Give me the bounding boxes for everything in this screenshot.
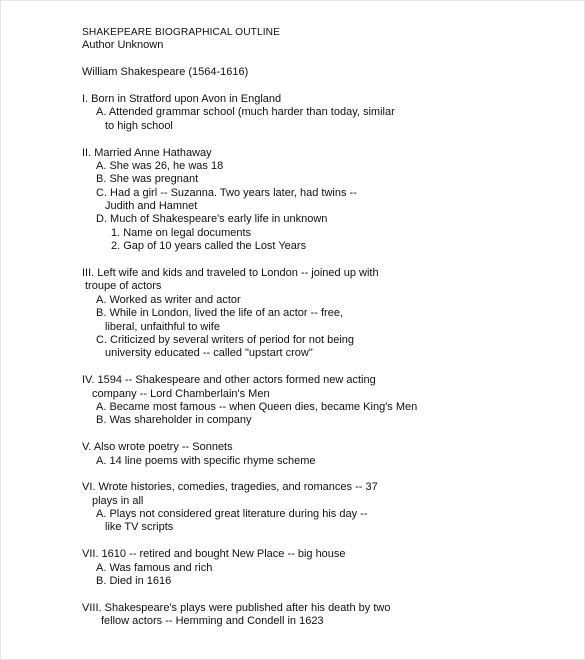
document-title: SHAKEPEARE BIOGRAPHICAL OUTLINE <box>82 27 281 38</box>
outline-item: Judith and Hamnet <box>105 200 198 213</box>
outline-heading: II. Married Anne Hathaway <box>82 146 212 159</box>
outline-item: A. Plays not considered great literature during his day -- <box>96 508 368 521</box>
outline-item: A. Worked as writer and actor <box>96 293 241 306</box>
outline-item: like TV scripts <box>105 521 174 534</box>
outline-item: fellow actors -- Hemming and Condell in 1623 <box>101 615 324 628</box>
spacer <box>82 588 562 601</box>
spacer <box>82 133 562 146</box>
outline-section <box>82 267 562 361</box>
outline-item: A. Was famous and rich <box>96 561 213 574</box>
outline-item: C. Had a girl -- Suzanna. Two years later, had twins -- <box>96 186 357 199</box>
outline-section <box>82 374 562 428</box>
outline-heading: I. Born in Stratford upon Avon in England <box>82 92 282 105</box>
document-author: Author Unknown <box>82 39 164 52</box>
outline-item: 1. Name on legal documents <box>111 226 252 239</box>
outline-item: C. Criticized by several writers of period for not being <box>96 333 354 346</box>
outline-item: to high school <box>105 119 173 132</box>
outline-item: B. Died in 1616 <box>96 575 172 588</box>
outline-heading: III. Left wife and kids and traveled to London -- joined up with <box>82 267 379 280</box>
spacer <box>82 80 562 93</box>
outline-item: university educated -- called "upstart crow" <box>105 347 313 360</box>
outline-item: company -- Lord Chamberlain's Men <box>92 387 270 400</box>
outline-section <box>82 147 562 254</box>
outline-item: A. Attended grammar school (much harder than today, similar <box>96 106 395 119</box>
outline-item: liberal, unfaithful to wife <box>105 320 220 333</box>
outline-item: D. Much of Shakespeare's early life in unknown <box>96 213 328 226</box>
outline-section <box>82 481 562 535</box>
outline-heading: V. Also wrote poetry -- Sonnets <box>82 441 233 454</box>
spacer <box>82 53 562 66</box>
outline-item: A. 14 line poems with specific rhyme scheme <box>96 454 316 467</box>
outline-section <box>82 441 562 468</box>
outline-section <box>82 93 562 133</box>
outline-item: troupe of actors <box>85 280 162 293</box>
outline-section <box>82 602 562 629</box>
spacer <box>82 361 562 374</box>
outline-item: B. She was pregnant <box>96 173 199 186</box>
spacer <box>82 254 562 267</box>
outline-sections <box>82 80 562 629</box>
outline-heading: VII. 1610 -- retired and bought New Place -- big house <box>82 548 346 561</box>
spacer <box>82 535 562 548</box>
outline-item: B. Was shareholder in company <box>96 414 252 427</box>
outline-document <box>82 26 562 629</box>
spacer <box>82 428 562 441</box>
outline-item: B. While in London, lived the life of an actor -- free, <box>96 307 344 320</box>
outline-heading: IV. 1594 -- Shakespeare and other actors formed new acting <box>82 374 376 387</box>
outline-heading: VIII. Shakespeare's plays were published after his death by two <box>82 601 391 614</box>
outline-item: A. She was 26, he was 18 <box>96 159 224 172</box>
outline-item: A. Became most famous -- when Queen dies, became King's Men <box>96 400 418 413</box>
spacer <box>82 468 562 481</box>
document-subject: William Shakespeare (1564-1616) <box>82 66 249 79</box>
outline-item: 2. Gap of 10 years called the Lost Years <box>111 240 307 253</box>
outline-heading: VI. Wrote histories, comedies, tragedies, and romances -- 37 <box>82 481 378 494</box>
outline-section <box>82 548 562 588</box>
outline-item: plays in all <box>92 494 144 507</box>
